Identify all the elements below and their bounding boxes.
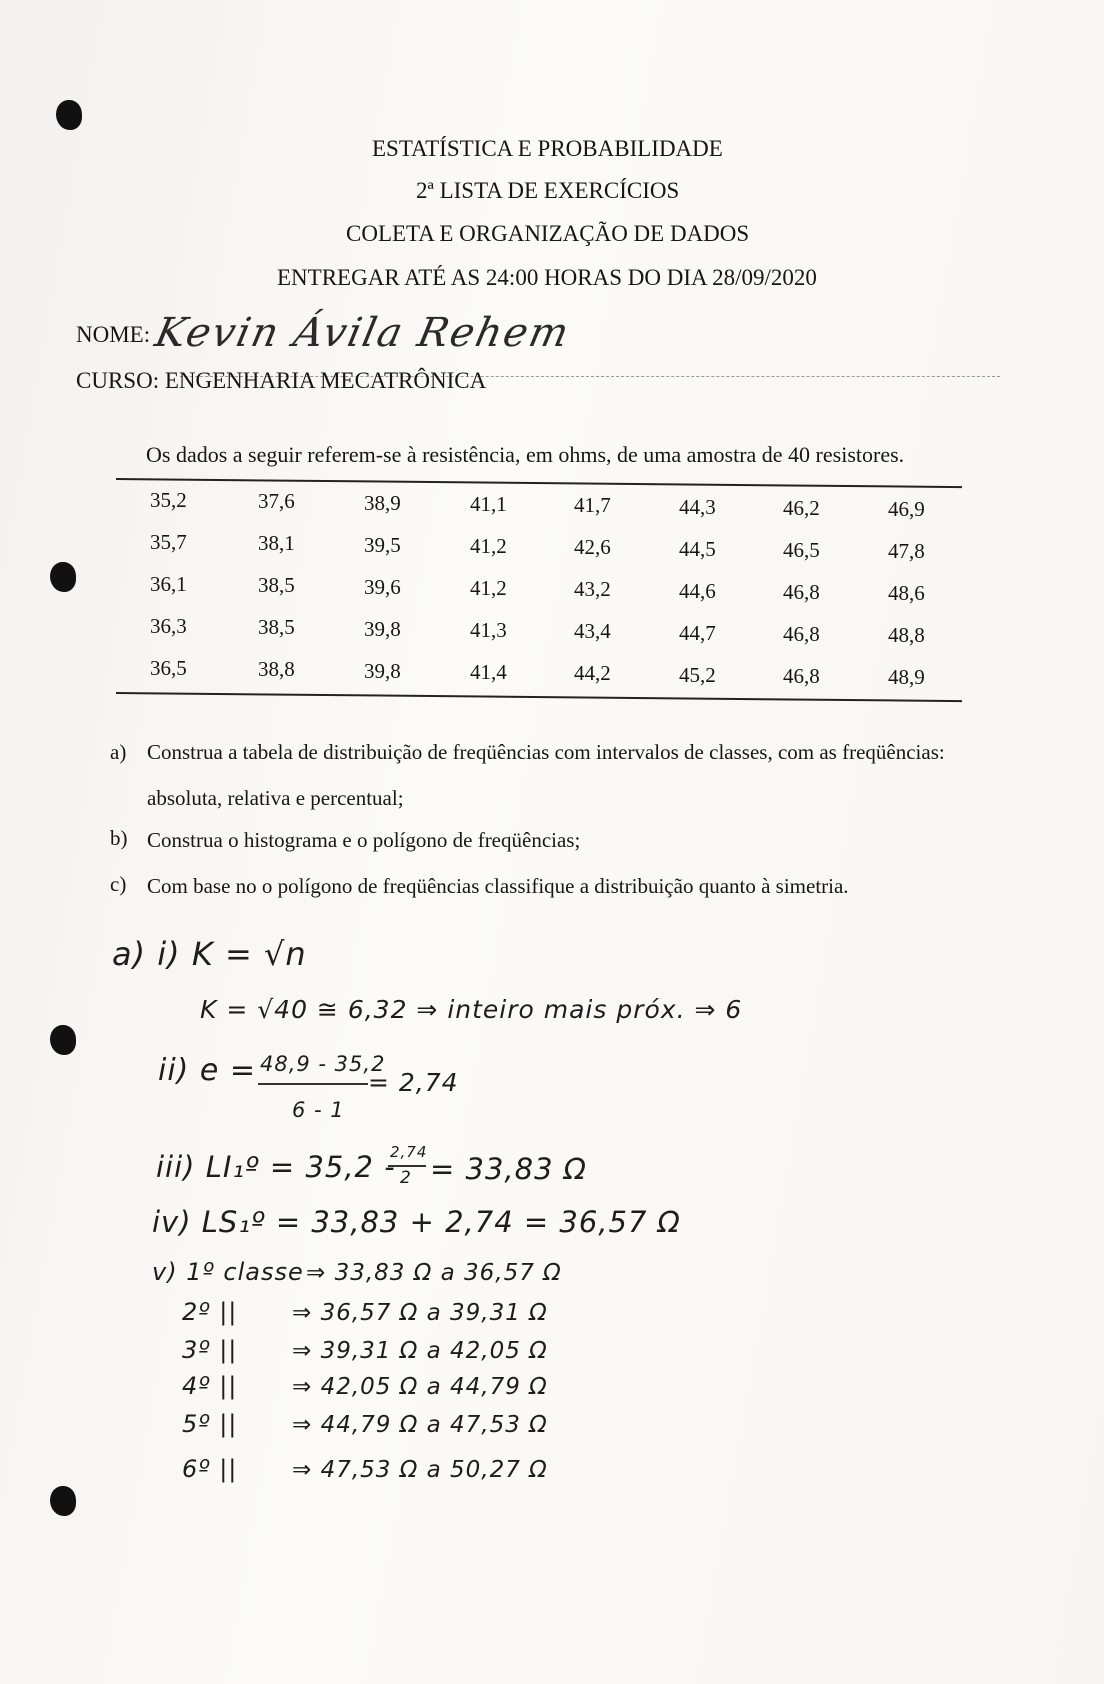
- table-cell: 41,2: [470, 575, 507, 600]
- table-cell: 41,3: [470, 617, 507, 642]
- table-top-rule: [116, 478, 962, 488]
- table-cell: 46,9: [888, 497, 925, 522]
- hw-class-label: 6º ||: [182, 1455, 238, 1483]
- table-cell: 46,8: [783, 579, 820, 604]
- punch-hole: [50, 1486, 76, 1516]
- hw-class-range: ⇒ 36,57 Ω a 39,31 Ω: [292, 1300, 548, 1326]
- hw-li-numerator: 2,74: [390, 1143, 428, 1161]
- punch-hole: [50, 1025, 76, 1055]
- question-c-letter: c): [110, 872, 127, 896]
- hw-fraction-bar: [258, 1083, 368, 1085]
- hw-class-label: 5º ||: [182, 1410, 238, 1438]
- hw-e-denominator: 6 - 1: [292, 1098, 345, 1122]
- table-cell: 43,2: [574, 577, 611, 602]
- table-cell: 38,9: [364, 490, 401, 515]
- question-a-text: Construa a tabela de distribuição de freqüências com intervalos de classes, com as freqüências:: [147, 740, 945, 764]
- data-intro: Os dados a seguir referem-se à resistência, em ohms, de uma amostra de 40 resistores.: [146, 442, 905, 467]
- table-cell: 36,5: [150, 656, 187, 680]
- hw-step-iii: iii) LI₁º = 35,2 -: [156, 1150, 396, 1184]
- table-cell: 48,8: [888, 623, 925, 648]
- table-cell: 46,5: [783, 537, 820, 562]
- hw-class-range: ⇒ 47,53 Ω a 50,27 Ω: [292, 1457, 548, 1483]
- table-cell: 44,3: [679, 494, 716, 519]
- hw-step-i: a) i) K = √n: [112, 935, 307, 973]
- table-cell: 46,2: [783, 495, 820, 520]
- table-cell: 44,2: [574, 661, 611, 686]
- table-cell: 45,2: [679, 662, 716, 687]
- table-cell: 39,8: [364, 658, 401, 683]
- table-cell: 41,4: [470, 659, 507, 684]
- question-a-letter: a): [110, 740, 127, 764]
- hw-fraction-bar: [388, 1165, 426, 1167]
- table-cell: 37,6: [258, 489, 295, 514]
- hw-class-range: ⇒ 39,31 Ω a 42,05 Ω: [292, 1338, 548, 1364]
- hw-class-label: v) 1º classe: [152, 1258, 304, 1286]
- table-cell: 41,7: [574, 493, 611, 518]
- name-label: NOME:: [76, 322, 151, 347]
- question-c-text: Com base no o polígono de freqüências classifique a distribuição quanto à simetria.: [147, 874, 849, 898]
- table-cell: 39,6: [364, 574, 401, 599]
- hw-class-range: ⇒ 44,79 Ω a 47,53 Ω: [292, 1412, 548, 1438]
- hw-class-range: ⇒ 33,83 Ω a 36,57 Ω: [306, 1260, 562, 1286]
- table-cell: 39,5: [364, 532, 401, 557]
- table-cell: 44,6: [679, 578, 716, 603]
- punch-hole: [50, 562, 76, 592]
- list-title: 2ª LISTA DE EXERCÍCIOS: [416, 178, 680, 203]
- hw-step-ii: ii) e =: [158, 1053, 257, 1088]
- table-cell: 47,8: [888, 539, 925, 564]
- table-cell: 46,8: [783, 621, 820, 646]
- table-cell: 38,8: [258, 657, 295, 682]
- hw-class-label: 2º ||: [182, 1298, 238, 1326]
- hw-class-range: ⇒ 42,05 Ω a 44,79 Ω: [292, 1374, 548, 1400]
- table-cell: 48,6: [888, 581, 925, 606]
- table-bottom-rule: [116, 692, 962, 702]
- table-cell: 44,5: [679, 536, 716, 561]
- table-cell: 46,8: [783, 663, 820, 688]
- table-cell: 44,7: [679, 620, 716, 645]
- hw-class-label: 4º ||: [182, 1372, 238, 1400]
- hw-k-value: K = √40 ≅ 6,32 ⇒ inteiro mais próx. ⇒ 6: [200, 995, 743, 1024]
- table-cell: 36,3: [150, 614, 187, 638]
- student-signature: Kevin Ávila Rehem: [151, 310, 575, 356]
- question-b-letter: b): [110, 826, 128, 850]
- hw-step-iv: iv) LS₁º = 33,83 + 2,74 = 36,57 Ω: [152, 1205, 681, 1239]
- table-cell: 35,2: [150, 488, 187, 512]
- table-cell: 41,1: [470, 491, 507, 516]
- question-a-text-cont: absoluta, relativa e percentual;: [147, 786, 404, 810]
- course-title: ESTATÍSTICA E PROBABILIDADE: [372, 136, 723, 161]
- table-cell: 39,8: [364, 616, 401, 641]
- hw-li-result: = 33,83 Ω: [430, 1152, 587, 1186]
- table-cell: 35,7: [150, 530, 187, 554]
- hw-e-numerator: 48,9 - 35,2: [260, 1052, 386, 1076]
- course-label: CURSO: ENGENHARIA MECATRÔNICA: [76, 368, 487, 393]
- table-cell: 38,5: [258, 573, 295, 598]
- punch-hole: [56, 100, 82, 130]
- table-cell: 41,2: [470, 533, 507, 558]
- hw-class-label: 3º ||: [182, 1336, 238, 1364]
- table-cell: 38,1: [258, 531, 295, 556]
- topic-title: COLETA E ORGANIZAÇÃO DE DADOS: [346, 221, 750, 246]
- table-cell: 43,4: [574, 619, 611, 644]
- table-cell: 42,6: [574, 535, 611, 560]
- table-cell: 36,1: [150, 572, 187, 596]
- question-b-text: Construa o histograma e o polígono de freqüências;: [147, 828, 581, 852]
- table-cell: 48,9: [888, 665, 925, 690]
- hw-li-denominator: 2: [400, 1168, 412, 1188]
- hw-e-result: = 2,74: [368, 1068, 459, 1097]
- table-cell: 38,5: [258, 615, 295, 640]
- deadline: ENTREGAR ATÉ AS 24:00 HORAS DO DIA 28/09/2020: [277, 265, 817, 290]
